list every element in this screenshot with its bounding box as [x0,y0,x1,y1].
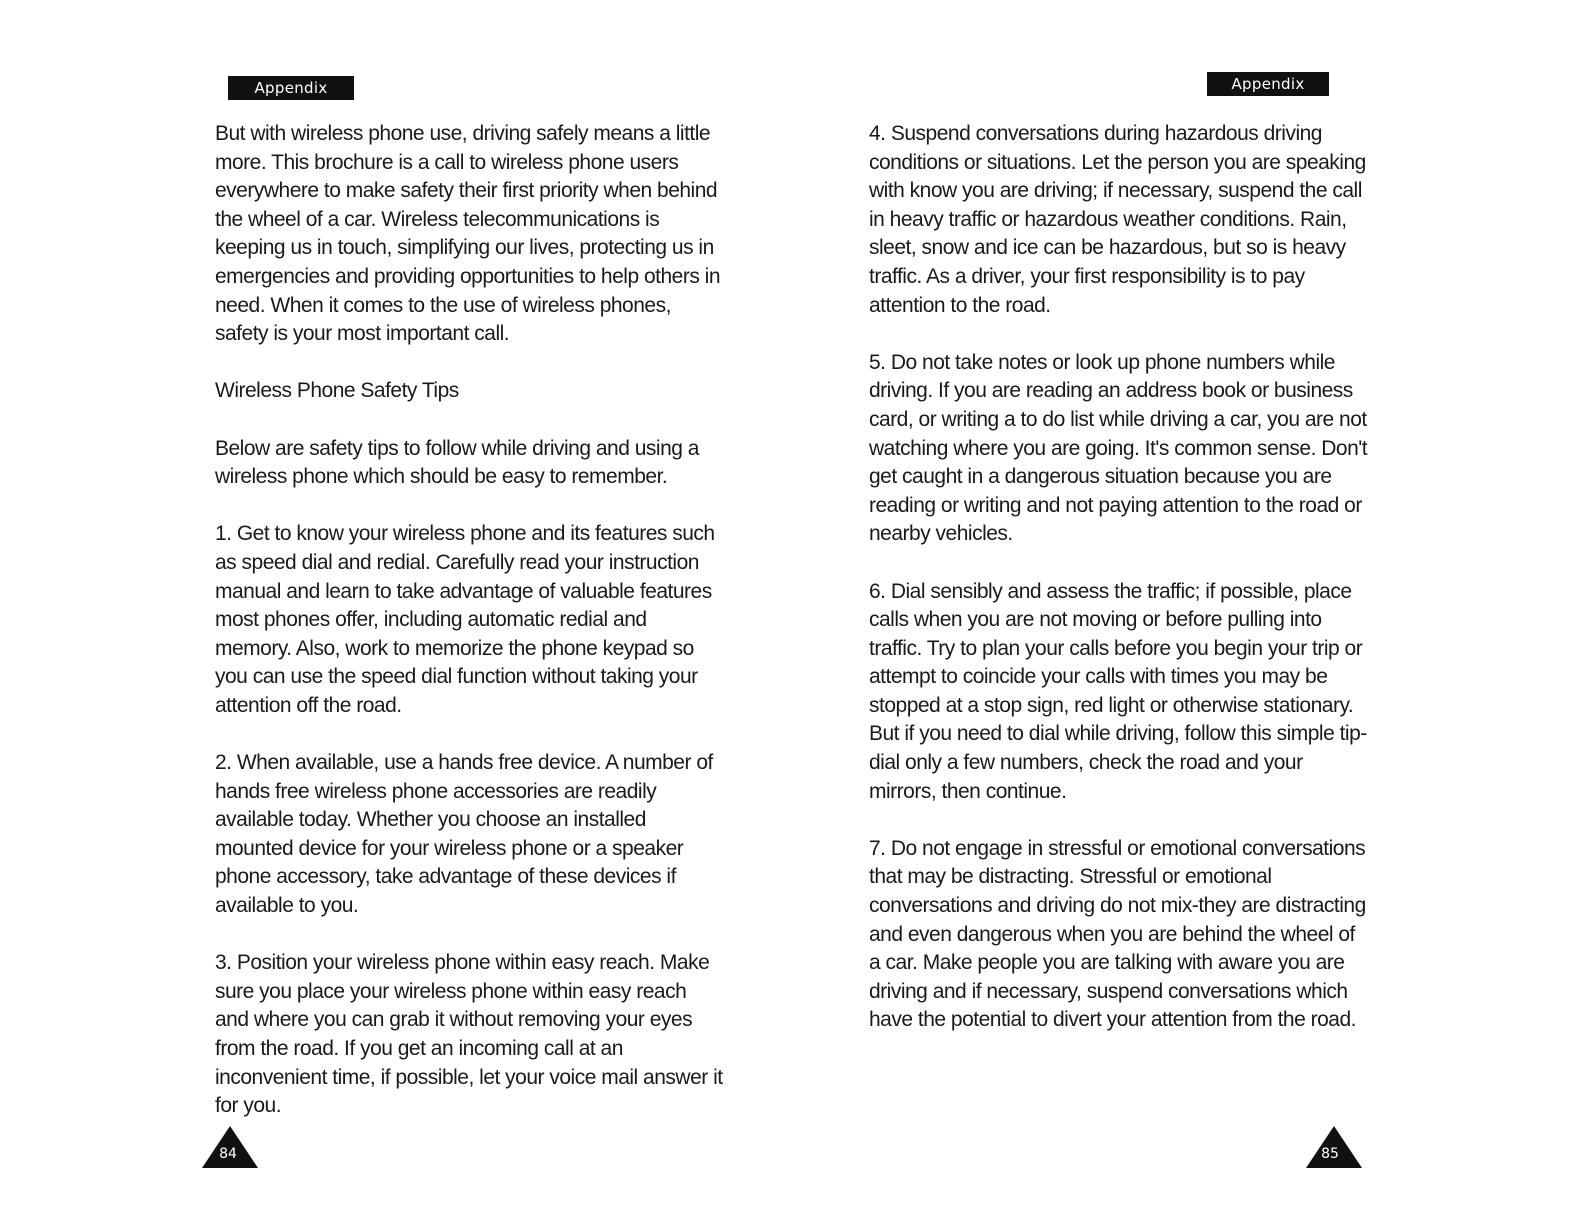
page-number-badge [200,1124,260,1170]
section-tab: Appendix [228,76,354,100]
tip-paragraph: 6. Dial sensibly and assess the traffic; if possible, place calls when you are not moving or before pulling into traffic. Try to plan your calls before you begin your trip or attempt to coincide your calls with times you may be stopped at a stop sign, red light or otherwise stationary. But if you need to dial while driving, follow this simple tip-dial only a few numbers, check the road and your mirrors, then continue. [869,579,1367,803]
body-column [869,120,1369,1064]
tip-paragraph: 2. When available, use a hands free device. A number of hands free wireless phone accessories are readily available today. Whether you choose an installed mounted device for your wireless phone or a speaker phone accessory, take advantage of these devices if available to you. [215,751,713,918]
tip-paragraph: 4. Suspend conversations during hazardous driving conditions or situations. Let the person you are speaking with know you are driving; if necessary, suspend the call in heavy traffic or hazardous weather conditions. Rain, sleet, snow and ice can be hazardous, but so is heavy traffic. As a driver, your first responsibility is to pay attention to the road. [869,122,1366,317]
tip-paragraph: 3. Position your wireless phone within easy reach. Make sure you place your wireless phone within easy reach and where you can grab it without removing your eyes from the road. If you get an incoming call at an inconvenient time, if possible, let your voice mail answer it for you. [215,951,723,1118]
section-tab: Appendix [1207,72,1329,96]
tip-paragraph: 7. Do not engage in stressful or emotional conversations that may be distracting. Stressful or emotional conversations and driving do not mix-they are distracting and even dangerous when you are behind the wheel of a car. Make people you are talking with aware you are driving and if necessary, suspend conversations which have the potential to divert your attention from the road. [869,836,1366,1032]
page-number: 85 [1321,1146,1339,1162]
tip-paragraph: 5. Do not take notes or look up phone numbers while driving. If you are reading an address book or business card, or writing a to do list while driving a car, you are not watching where you are going. It's common sense. Don't get caught in a dangerous situation because you are reading or writing and not paying attention to the road or nearby vehicles. [869,350,1368,546]
paragraph: Below are safety tips to follow while driving and using a wireless phone which should be easy to remember. [215,436,699,489]
section-heading: Wireless Phone Safety Tips [215,379,459,403]
right-page [789,0,1578,1221]
tip-paragraph: 1. Get to know your wireless phone and its features such as speed dial and redial. Carefully read your instruction manual and learn to take advantage of valuable features most phones offer, including automatic redial and memory. Also, work to memorize the phone keypad so you can use the speed dial function without taking your attention off the road. [215,522,715,717]
body-column [215,120,725,1149]
page-number: 84 [219,1146,237,1162]
intro-paragraph: But with wireless phone use, driving safely means a little more. This brochure is a call to wireless phone users everywhere to make safety their first priority when behind the wheel of a car. Wireless telecommunications is keeping us in touch, simplifying our lives, protecting us in emergencies and providing opportunities to help others in need. When it comes to the use of wireless phones, safety is your most important call. [215,122,721,346]
page-number-badge [1304,1124,1364,1170]
